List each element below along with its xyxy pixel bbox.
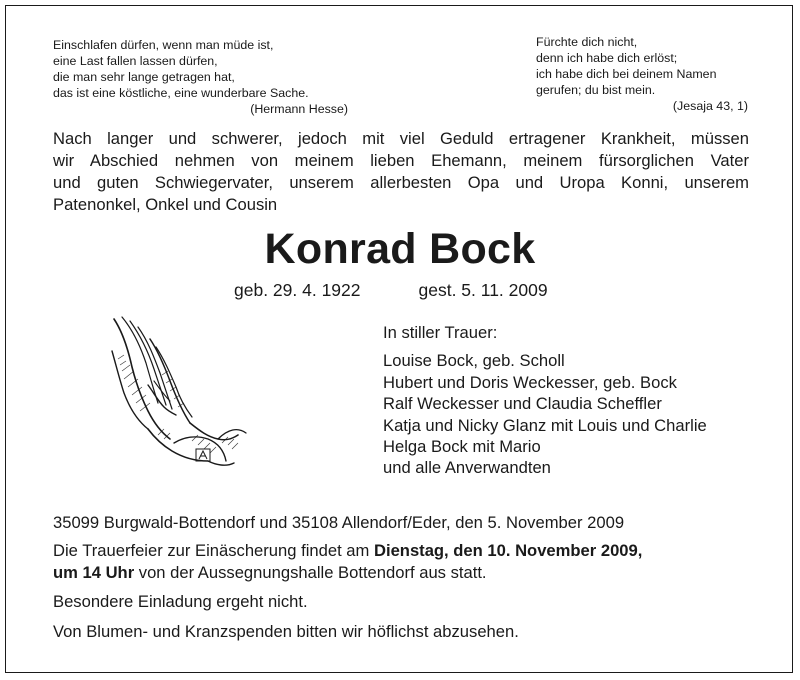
ceremony-line xyxy=(53,540,753,561)
ceremony-location: von der Aussegnungshalle Bottendorf aus statt. xyxy=(134,562,487,582)
intro-paragraph xyxy=(53,128,749,216)
mourner-line: Helga Bock mit Mario xyxy=(383,437,541,457)
mourner-line: Louise Bock, geb. Scholl xyxy=(383,351,565,371)
footer-block xyxy=(53,512,753,642)
place-date: 35099 Burgwald-Bottendorf und 35108 Allendorf/Eder, den 5. November 2009 xyxy=(53,513,625,532)
ceremony-text: Die Trauerfeier zur Einäscherung findet am xyxy=(53,541,374,561)
quote-hesse xyxy=(53,37,363,117)
ceremony-date: Dienstag, den 10. November 2009, xyxy=(373,541,643,561)
intro-line: Patenonkel, Onkel und Cousin xyxy=(53,195,278,214)
quote-source: (Jesaja 43, 1) xyxy=(672,99,748,113)
quote-line: die man sehr lange getragen hat, xyxy=(53,70,235,84)
intro-line: und guten Schwiegervater, unserem allerbesten Opa und Uropa Konni, unserem xyxy=(53,173,749,192)
praying-hands-icon xyxy=(92,311,252,471)
ceremony-notice xyxy=(53,540,753,583)
mourner-line: Katja und Nicky Glanz mit Louis und Charlie xyxy=(383,415,707,435)
mourner-line: Hubert und Doris Weckesser, geb. Bock xyxy=(383,372,677,392)
invitation-note: Besondere Einladung ergeht nicht. xyxy=(53,592,308,612)
quote-jesaja xyxy=(536,34,751,114)
death-date: gest. 5. 11. 2009 xyxy=(418,280,548,300)
quote-line: gerufen; du bist mein. xyxy=(536,83,656,97)
birth-date: geb. 29. 4. 1922 xyxy=(234,280,361,300)
quote-line: Fürchte dich nicht, xyxy=(536,35,638,49)
mourners-heading: In stiller Trauer: xyxy=(383,323,498,342)
intro-line: Nach langer und schwerer, jedoch mit viel Geduld ertragener Krankheit, müssen xyxy=(53,129,749,148)
deceased-name: Konrad Bock xyxy=(264,225,536,273)
ceremony-time: um 14 Uhr xyxy=(53,562,135,582)
quote-line: ich habe dich bei deinem Namen xyxy=(536,67,717,81)
mourner-line: Ralf Weckesser und Claudia Scheffler xyxy=(383,394,662,414)
ceremony-line xyxy=(53,562,753,583)
quote-line: Einschlafen dürfen, wenn man müde ist, xyxy=(53,38,274,52)
quote-line: das ist eine köstliche, eine wunderbare Sache. xyxy=(53,86,309,100)
mourners-list xyxy=(383,322,707,479)
quote-line: eine Last fallen lassen dürfen, xyxy=(53,54,218,68)
quote-line: denn ich habe dich erlöst; xyxy=(536,51,678,65)
life-dates xyxy=(234,279,548,301)
intro-line: wir Abschied nehmen von meinem lieben Ehemann, meinem fürsorglichen Vater xyxy=(53,151,749,170)
mourner-line: und alle Anverwandten xyxy=(383,458,551,478)
quote-source: (Hermann Hesse) xyxy=(250,102,348,116)
flowers-note: Von Blumen- und Kranzspenden bitten wir höflichst abzusehen. xyxy=(53,621,519,641)
